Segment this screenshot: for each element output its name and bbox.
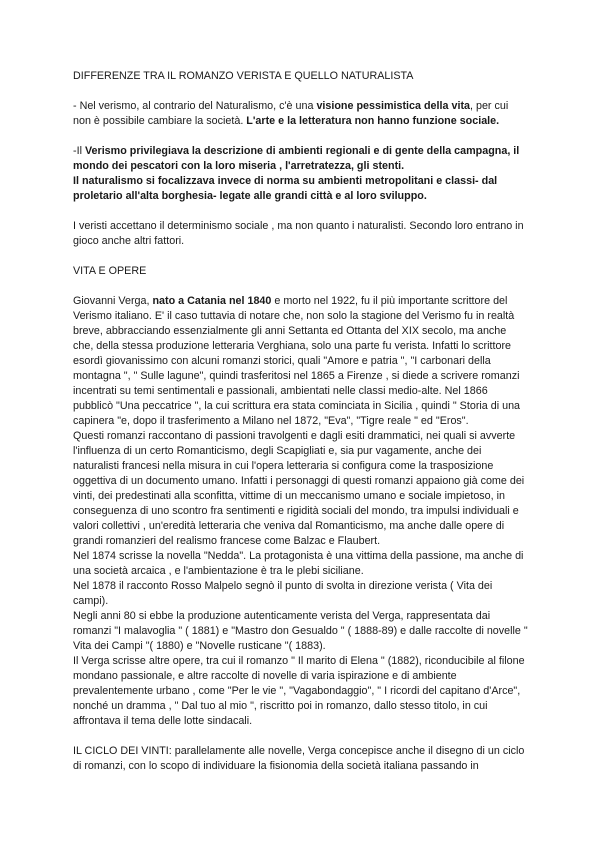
- paragraph-rosso-malpelo: Nel 1878 il racconto Rosso Malpelo segnò il punto di svolta in direzione verista ( Vita dei campi).: [73, 580, 493, 607]
- paragraph-altre-opere: Il Verga scrisse altre opere, tra cui il romanzo " Il marito di Elena " (1882), riconducibile al filone mondano passionale, e altre raccolte di novelle di varia ispirazione e di ambiente prevalentemente urbano , come "Per le vie ", "Vagabondaggio", " I ricordi del capitano d'Arce", nonché un dramma , " Dal tuo al mio ", riscritto poi in romanzo, dallo stesso titolo, in cui affrontava il tema delle lotte sindacali.: [73, 655, 525, 727]
- paragraph-pessimism: - Nel verismo, al contrario del Naturalismo, c'è una visione pessimistica della vita, per cui non è possibile cambiare la società. L'arte e la letteratura non hanno funzione sociale.: [73, 100, 509, 127]
- paragraph-romanzi: Questi romanzi raccontano di passioni travolgenti e dagli esiti drammatici, nei quali si avverte l'influenza di un certo Romanticismo, degli Scapigliati e, sia pur vagamente, anche dei naturalisti francesi nella misura in cui l'opera letteraria si configura come la trasposizione oggettiva di un documento umano. Infatti i personaggi di questi romanzi appaiono già come dei vinti, dei predestinati alla sconfitta, vittime di un meccanismo umano e sociale impietoso, in conseguenza di uno scontro fra sentimenti e rigidità sociali del mondo, tra impulsi individuali e valori collettivi , un'eredità letteraria che veniva dal Romanticismo, ma anche dalle opere di grandi romanzieri del realismo francese come Balzac e Flaubert.: [73, 430, 525, 547]
- paragraph-verga-intro: Giovanni Verga, nato a Catania nel 1840 e morto nel 1922, fu il più importante scrittore del Verismo italiano. E' il caso tuttavia di notare che, non solo la stagione del Verismo fu in realtà breve, abbracciando essenzialmente gli anni Settanta ed Ottanta del XIX secolo, ma anche che, della stessa produzione letteraria Verghiana, solo una parte fu verista. Infatti lo scrittore esordì giovanissimo con alcuni romanzi storici, quali "Amore e patria ", "I carbonari della montagna ", " Sulle lagune", quindi trasferitosi nel 1865 a Firenze , si diede a scrivere romanzi incentrati su temi sentimentali e passionali, ambientati nelle classi medio-alte. Nel 1866 pubblicò "Una peccatrice ", la cui scrittura era stata cominciata in Sicilia , quindi " Storia di una capinera "e, dopo il trasferimento a Milano nel 1872, "Eva", "Tigre reale " ed "Eros".: [73, 295, 521, 427]
- document-body: [73, 69, 529, 774]
- paragraph-anni-80: Negli anni 80 si ebbe la produzione autenticamente verista del Verga, rappresentata dai romanzi "I malavoglia " ( 1881) e "Mastro don Gesualdo " ( 1888-89) e dalle raccolte di novelle " Vita dei Campi "( 1880) e "Novelle rusticane "( 1883).: [73, 610, 528, 652]
- paragraph-nedda: Nel 1874 scrisse la novella "Nedda". La protagonista è una vittima della passione, ma anche di una società arcaica , e l'ambientazione è tra le plebi siciliane.: [73, 550, 524, 577]
- paragraph-ciclo-vinti: IL CICLO DEI VINTI: parallelamente alle novelle, Verga concepisce anche il disegno di un ciclo di romanzi, con lo scopo di individuare la fisionomia della società italiana passando in: [73, 745, 525, 772]
- section-heading-vita-opere: VITA E OPERE: [73, 265, 147, 277]
- document-title: DIFFERENZE TRA IL ROMANZO VERISTA E QUELLO NATURALISTA: [73, 70, 414, 82]
- paragraph-determinismo: I veristi accettano il determinismo sociale , ma non quanto i naturalisti. Secondo loro entrano in gioco anche altri fattori.: [73, 220, 524, 247]
- paragraph-naturalismo: Il naturalismo si focalizzava invece di norma su ambienti metropolitani e classi- dal proletario all'alta borghesia- legate alle grandi città e al loro sviluppo.: [73, 175, 498, 202]
- paragraph-verismo: -Il Verismo privilegiava la descrizione di ambienti regionali e di gente della campagna, il mondo dei pescatori con la loro miseria , l'arretratezza, gli stenti.: [73, 145, 520, 172]
